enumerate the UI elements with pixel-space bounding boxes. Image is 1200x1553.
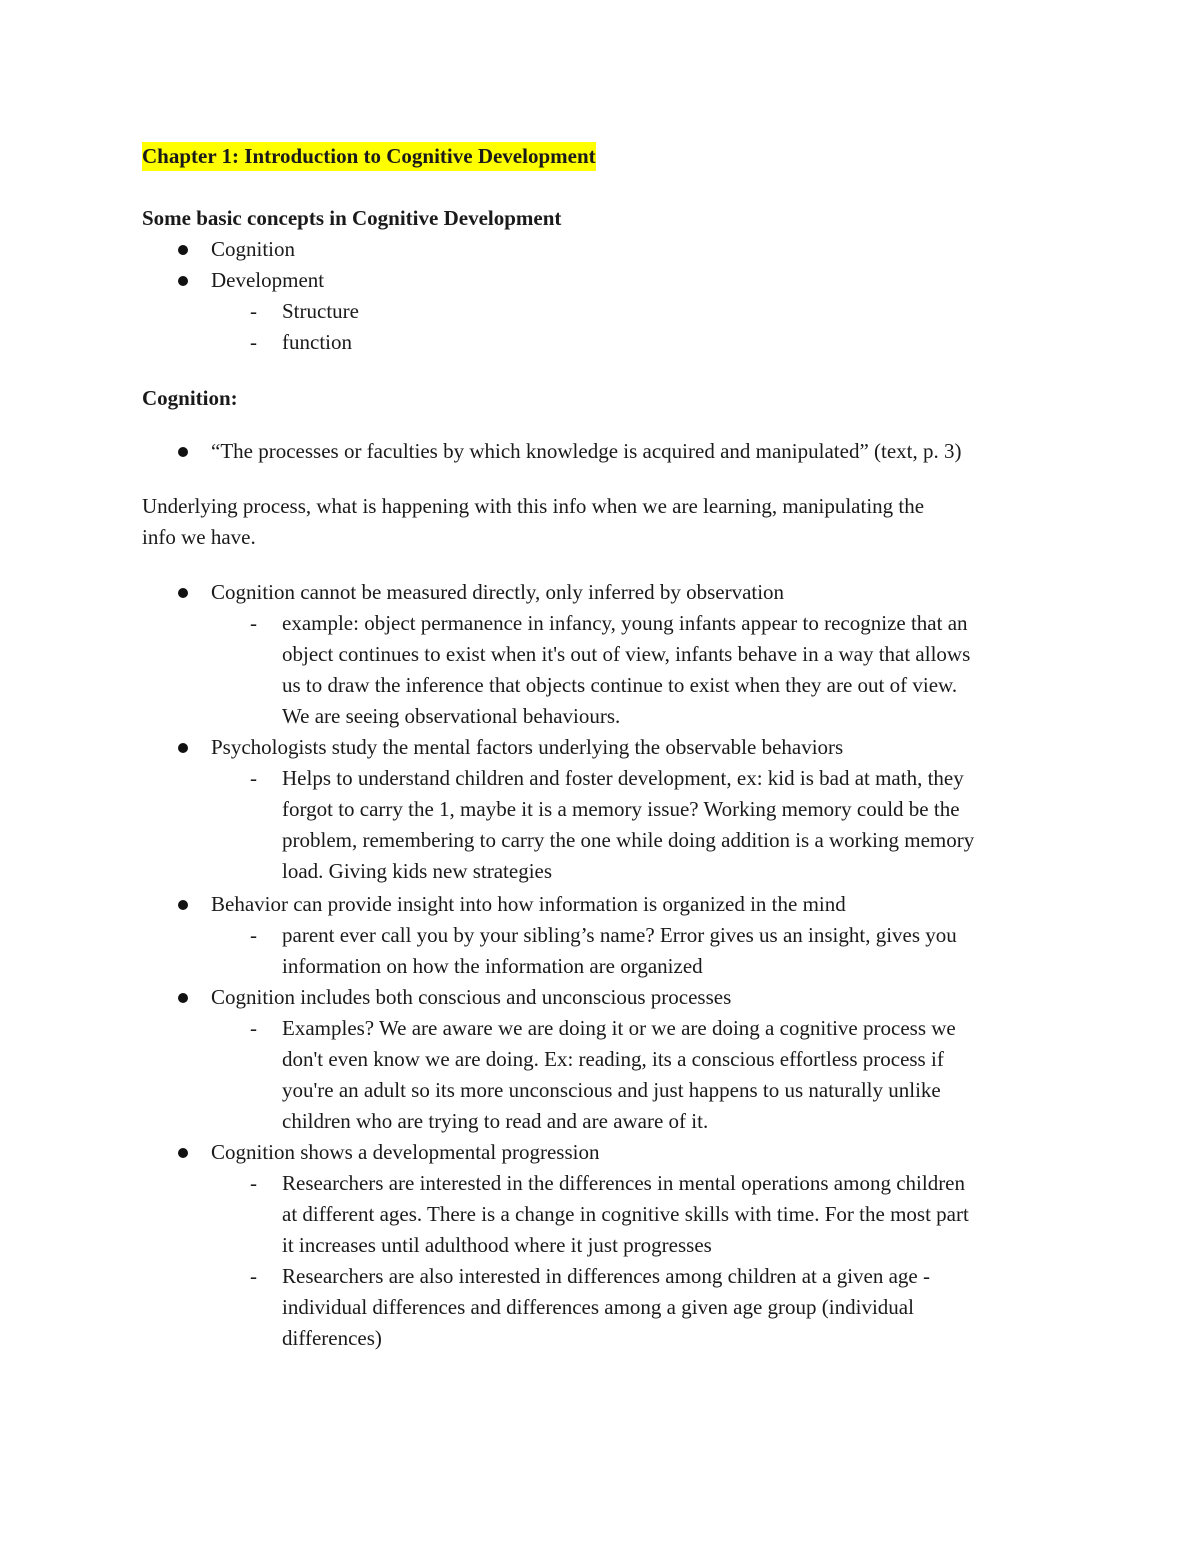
sub-list-item: Structure	[282, 299, 359, 323]
bullet-icon	[178, 1148, 188, 1158]
dash-icon: -	[250, 923, 257, 947]
sub-list-line: differences)	[282, 1326, 382, 1350]
sub-list-line: individual differences and differences among a given age group (individual	[282, 1295, 914, 1319]
list-item: Development	[211, 268, 325, 292]
bullet-icon	[178, 993, 188, 1003]
bullet-icon	[178, 743, 188, 753]
sub-list-line: Examples? We are aware we are doing it or we are doing a cognitive process we	[282, 1016, 956, 1040]
sub-list-line: it increases until adulthood where it just progresses	[282, 1233, 712, 1257]
bullet-icon	[178, 588, 188, 598]
sub-list-line: Researchers are also interested in differences among children at a given age -	[282, 1264, 930, 1288]
sub-list-line: We are seeing observational behaviours.	[282, 704, 621, 728]
list-item: Cognition cannot be measured directly, only inferred by observation	[211, 580, 785, 604]
list-item: Cognition shows a developmental progression	[211, 1140, 600, 1164]
sub-list-line: Researchers are interested in the differences in mental operations among children	[282, 1171, 966, 1195]
bullet-icon	[178, 245, 188, 255]
list-item: Psychologists study the mental factors underlying the observable behaviors	[211, 735, 844, 759]
dash-icon: -	[250, 330, 257, 354]
dash-icon: -	[250, 766, 257, 790]
sub-list-line: load. Giving kids new strategies	[282, 859, 553, 883]
dash-icon: -	[250, 1264, 257, 1288]
sub-list-line: Helps to understand children and foster development, ex: kid is bad at math, they	[282, 766, 964, 790]
dash-icon: -	[250, 611, 257, 635]
sub-list-line: us to draw the inference that objects continue to exist when they are out of view.	[282, 673, 958, 697]
sub-list-line: you're an adult so its more unconscious and just happens to us naturally unlike	[282, 1078, 941, 1102]
list-item: Cognition includes both conscious and unconscious processes	[211, 985, 732, 1009]
sub-list-item: function	[282, 330, 352, 354]
section-heading-basic-concepts: Some basic concepts in Cognitive Development	[142, 206, 562, 230]
definition-text: “The processes or faculties by which knowledge is acquired and manipulated” (text, p. 3)	[211, 439, 962, 463]
list-item: Cognition	[211, 237, 296, 261]
bullet-icon	[178, 447, 188, 457]
sub-list-line: example: object permanence in infancy, young infants appear to recognize that an	[282, 611, 968, 635]
sub-list-line: forgot to carry the 1, maybe it is a memory issue? Working memory could be the	[282, 797, 960, 821]
chapter-title	[142, 142, 596, 170]
bullet-icon	[178, 276, 188, 286]
dash-icon: -	[250, 299, 257, 323]
sub-list-line: don't even know we are doing. Ex: reading, its a conscious effortless process if	[282, 1047, 944, 1071]
paragraph-line: Underlying process, what is happening with this info when we are learning, manipulating the	[142, 494, 925, 518]
list-item: Behavior can provide insight into how information is organized in the mind	[211, 892, 846, 916]
paragraph-line: info we have.	[142, 525, 256, 549]
sub-list-line: information on how the information are organized	[282, 954, 703, 978]
sub-list-line: object continues to exist when it's out of view, infants behave in a way that allows	[282, 642, 971, 666]
sub-list-line: children who are trying to read and are aware of it.	[282, 1109, 709, 1133]
bullet-icon	[178, 900, 188, 910]
dash-icon: -	[250, 1016, 257, 1040]
chapter-title-highlight: Chapter 1: Introduction to Cognitive Development	[142, 142, 596, 171]
sub-list-line: problem, remembering to carry the one while doing addition is a working memory	[282, 828, 975, 852]
section-heading-cognition: Cognition:	[142, 386, 238, 410]
dash-icon: -	[250, 1171, 257, 1195]
sub-list-line: parent ever call you by your sibling’s name? Error gives us an insight, gives you	[282, 923, 957, 947]
sub-list-line: at different ages. There is a change in cognitive skills with time. For the most part	[282, 1202, 969, 1226]
